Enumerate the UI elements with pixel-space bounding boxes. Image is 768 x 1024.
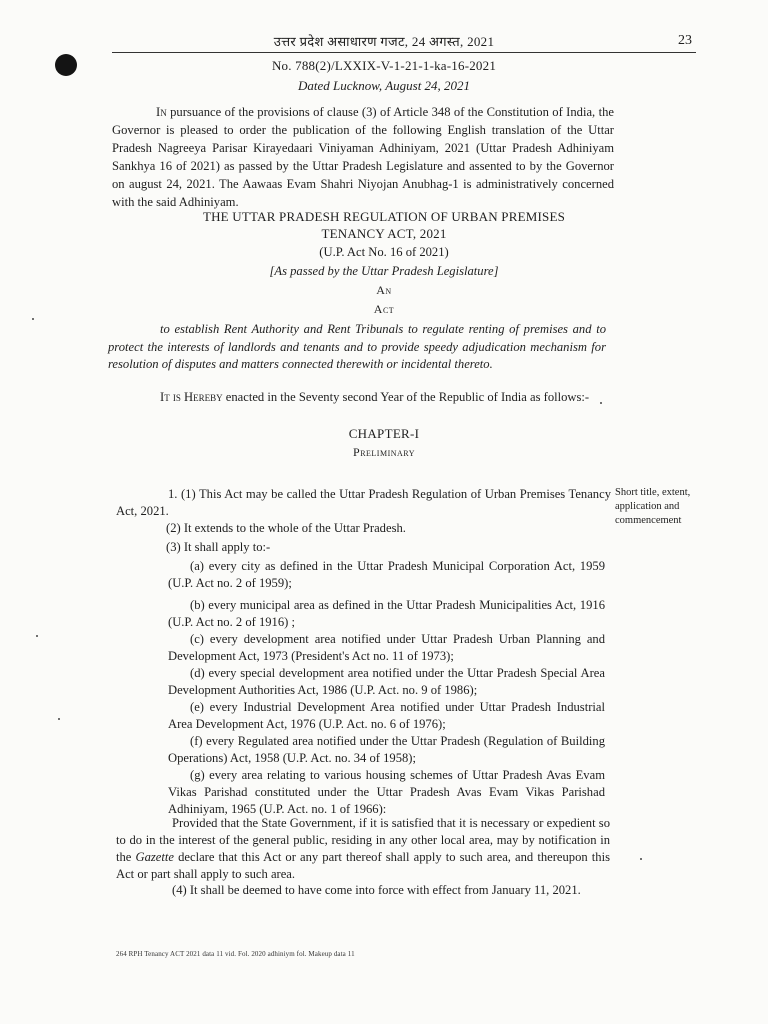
- scan-speck: [36, 635, 38, 637]
- proviso-pre: Provided that the State Government, if it is satisfied that it is necessary or expedient so to do in the interest of the general public, residing in any other local area, may by notification in the: [116, 816, 610, 864]
- header-divider: [112, 52, 696, 53]
- proviso-gazette: Gazette: [135, 850, 174, 864]
- intro-lead: In: [156, 105, 167, 119]
- clause-d: (d) every special development area notified under the Uttar Pradesh Special Area Development Authorities Act, 1986 (U.P. Act. no. 9 of 1986);: [168, 666, 605, 697]
- act-title-line2: TENANCY ACT, 2021: [321, 226, 447, 241]
- scan-speck: [32, 318, 34, 320]
- act-heading: Act: [373, 302, 395, 316]
- page-number: 23: [678, 33, 692, 48]
- long-title: to establish Rent Authority and Rent Tribunals to regulate renting of premises and to protect the interests of landlords and tenants and to provide speedy adjudication mechanism for resolution of disputes and matters connected therewith or incidental thereto.: [108, 322, 606, 371]
- clause-e: (e) every Industrial Development Area notified under Uttar Pradesh Industrial Area Development Act, 1976 (U.P. Act. no. 6 of 1976);: [168, 700, 605, 731]
- notification-number: No. 788(2)/LXXIX-V-1-21-1-ka-16-2021: [271, 58, 497, 73]
- clause-f: (f) every Regulated area notified under the Uttar Pradesh (Regulation of Building Operations) Act, 1958 (U.P. Act. no. 34 of 1958);: [168, 734, 605, 765]
- act-title: [0, 208, 768, 242]
- clause-c: (c) every development area notified under Uttar Pradesh Urban Planning and Development Act, 1973 (President's Act no. 11 of 1973);: [168, 632, 605, 663]
- clause-a: (a) every city as defined in the Uttar Pradesh Municipal Corporation Act, 1959 (U.P. Act no. 2 of 1959);: [168, 559, 605, 590]
- section-1-3: (3) It shall apply to:-: [166, 540, 271, 554]
- clause-b: (b) every municipal area as defined in the Uttar Pradesh Municipalities Act, 1916 (U.P. Act no. 2 of 1916) ;: [168, 598, 605, 629]
- intro-paragraph: [112, 103, 614, 211]
- chapter-subtitle: Preliminary: [353, 445, 415, 459]
- scan-speck: [600, 402, 602, 404]
- section-1-1: 1. (1) This Act may be called the Uttar Pradesh Regulation of Urban Premises Tenancy Act, 2021.: [116, 487, 611, 518]
- proviso: [116, 815, 610, 883]
- enacting-formula: [108, 389, 606, 406]
- intro-text: pursuance of the provisions of clause (3) of Article 348 of the Constitution of India, the Governor is pleased to order the publication of the following English translation of the Uttar Pradesh Nagreeya Parisar Kirayedaari Viniyaman Adhiniyam, 2021 (Uttar Pradesh Adhiniyam Sankhya 16 of 2021) as passed by the Uttar Pradesh Legislature and assented to by the Governor on august 24, 2021. The Aawaas Evam Shahri Niyojan Anubhag-1 is administratively concerned with the said Adhiniyam.: [112, 105, 615, 209]
- passed-note: [As passed by the Uttar Pradesh Legislature]: [269, 264, 499, 278]
- margin-note: Short title, extent, application and commencement: [615, 487, 691, 526]
- print-footer: 264 RPH Tenancy ACT 2021 data 11 vid. Fol. 2020 adhiniym fol. Makeup data 11: [116, 950, 355, 958]
- proviso-post: declare that this Act or any part thereof shall apply to such area, and thereupon this Act or part shall apply to such area.: [116, 850, 610, 881]
- act-title-line1: THE UTTAR PRADESH REGULATION OF URBAN PREMISES: [202, 209, 566, 224]
- clause-g: (g) every area relating to various housing schemes of Uttar Pradesh Avas Evam Vikas Parishad constituted under the Uttar Pradesh Avas Evam Vikas Parishad Adhiniyam, 1965 (U.P. Act. no. 1 of 1966):: [168, 768, 605, 816]
- chapter-title: CHAPTER-I: [348, 426, 420, 441]
- an-heading: An: [376, 283, 392, 297]
- scan-speck: [58, 718, 60, 720]
- section-1-4: (4) It shall be deemed to have come into force with effect from January 11, 2021.: [172, 883, 581, 897]
- enact-lead: It is Hereby: [160, 390, 223, 404]
- section-1-2: (2) It extends to the whole of the Uttar Pradesh.: [166, 521, 406, 535]
- scan-speck: [640, 858, 642, 860]
- act-number: (U.P. Act No. 16 of 2021): [319, 245, 449, 259]
- gazette-header-title: उत्तर प्रदेश असाधारण गजट, 24 अगस्त, 2021: [273, 34, 495, 49]
- enact-text: enacted in the Seventy second Year of the Republic of India as follows:-: [225, 390, 590, 404]
- notification-date: Dated Lucknow, August 24, 2021: [297, 78, 471, 93]
